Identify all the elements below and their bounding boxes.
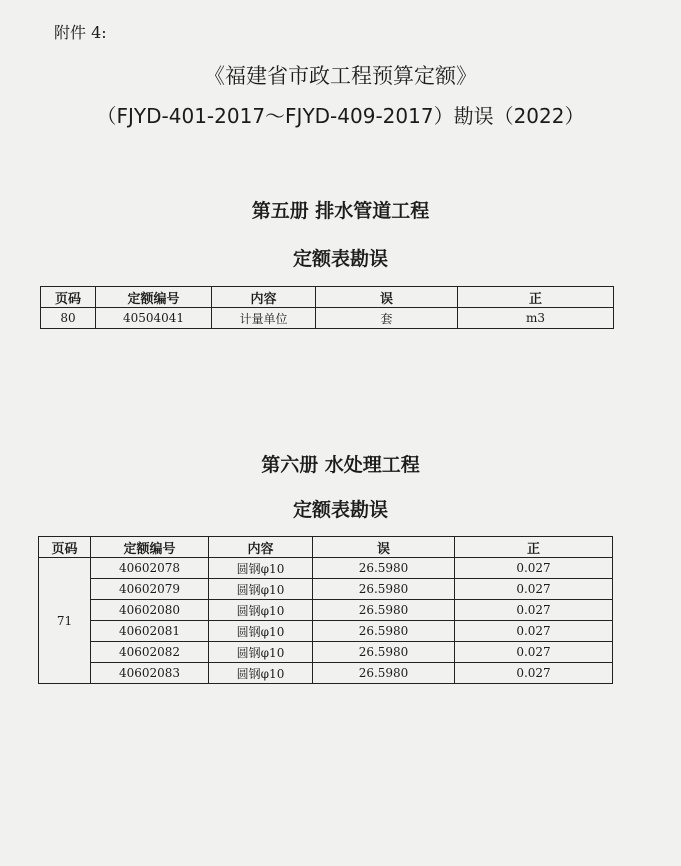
wrong-cell: 26.5980 bbox=[313, 558, 455, 579]
table-row bbox=[39, 642, 613, 663]
content-cell: 圆钢φ10 bbox=[209, 579, 313, 600]
content-cell: 计量单位 bbox=[212, 308, 316, 329]
wrong-cell: 套 bbox=[316, 308, 458, 329]
volume-title-6: 第六册 水处理工程 bbox=[261, 454, 420, 476]
content-cell: 圆钢φ10 bbox=[209, 558, 313, 579]
wrong-cell: 26.5980 bbox=[313, 663, 455, 684]
right-cell: 0.027 bbox=[455, 579, 613, 600]
wrong-cell: 26.5980 bbox=[313, 642, 455, 663]
table-row bbox=[41, 308, 614, 329]
table-row bbox=[39, 558, 613, 579]
header-page: 页码 bbox=[41, 287, 96, 308]
table-subtitle-6: 定额表勘误 bbox=[292, 499, 388, 521]
right-cell: 0.027 bbox=[455, 621, 613, 642]
table-subtitle-5: 定额表勘误 bbox=[292, 248, 388, 270]
header-content: 内容 bbox=[212, 287, 316, 308]
header-wrong: 误 bbox=[316, 287, 458, 308]
table-row bbox=[39, 621, 613, 642]
errata-table-6 bbox=[38, 536, 613, 684]
header-page: 页码 bbox=[39, 537, 91, 558]
header-wrong: 误 bbox=[313, 537, 455, 558]
table-header-row bbox=[39, 537, 613, 558]
wrong-cell: 26.5980 bbox=[313, 621, 455, 642]
right-cell: m3 bbox=[458, 308, 614, 329]
right-cell: 0.027 bbox=[455, 642, 613, 663]
table-row bbox=[39, 579, 613, 600]
code-cell: 40602080 bbox=[91, 600, 209, 621]
page-cell: 80 bbox=[41, 308, 96, 329]
content-cell: 圆钢φ10 bbox=[209, 642, 313, 663]
content-cell: 圆钢φ10 bbox=[209, 663, 313, 684]
code-cell: 40504041 bbox=[96, 308, 212, 329]
header-code: 定额编号 bbox=[91, 537, 209, 558]
table-row bbox=[39, 600, 613, 621]
header-content: 内容 bbox=[209, 537, 313, 558]
page-cell: 71 bbox=[39, 558, 91, 684]
code-cell: 40602078 bbox=[91, 558, 209, 579]
wrong-cell: 26.5980 bbox=[313, 579, 455, 600]
header-right: 正 bbox=[458, 287, 614, 308]
document-subtitle: （FJYD-401-2017～FJYD-409-2017）勘误（2022） bbox=[96, 104, 585, 128]
code-cell: 40602079 bbox=[91, 579, 209, 600]
right-cell: 0.027 bbox=[455, 663, 613, 684]
header-right: 正 bbox=[455, 537, 613, 558]
right-cell: 0.027 bbox=[455, 600, 613, 621]
wrong-cell: 26.5980 bbox=[313, 600, 455, 621]
right-cell: 0.027 bbox=[455, 558, 613, 579]
code-cell: 40602083 bbox=[91, 663, 209, 684]
header-code: 定额编号 bbox=[96, 287, 212, 308]
content-cell: 圆钢φ10 bbox=[209, 600, 313, 621]
attachment-label: 附件 4: bbox=[54, 23, 107, 42]
document-title: 《福建省市政工程预算定额》 bbox=[204, 64, 477, 88]
code-cell: 40602082 bbox=[91, 642, 209, 663]
content-cell: 圆钢φ10 bbox=[209, 621, 313, 642]
table-header-row bbox=[41, 287, 614, 308]
code-cell: 40602081 bbox=[91, 621, 209, 642]
errata-table-5 bbox=[40, 286, 614, 329]
table-row bbox=[39, 663, 613, 684]
volume-title-5: 第五册 排水管道工程 bbox=[251, 200, 430, 222]
